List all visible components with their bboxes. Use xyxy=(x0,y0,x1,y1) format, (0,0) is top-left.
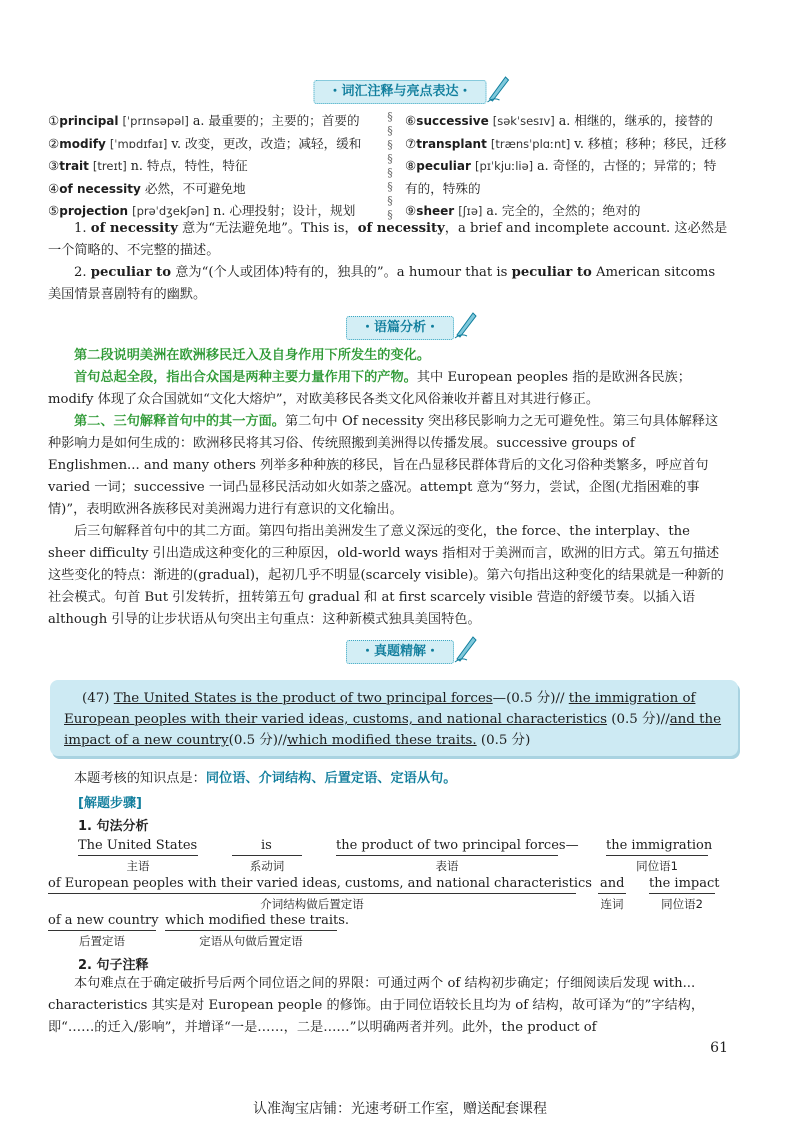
pen-icon xyxy=(486,73,512,103)
vocab-list-left xyxy=(48,110,383,223)
exam-answer-box xyxy=(50,680,738,756)
analysis-p2: 首句总起全段，指出合众国是两种主要力量作用下的产物。其中 European peoples 指的是欧洲各民族；modify 体现了众合国就如“文化大熔炉”，对欧美移民各类文化风俗兼收并蓄且对其进行修正。 xyxy=(48,370,691,407)
steps-heading: [解题步骤] xyxy=(78,796,142,811)
syntax-segment: of European peoples with their varied ideas, customs, and national characteristics xyxy=(48,876,592,891)
syntax-underline xyxy=(606,855,708,856)
syntax-label: 系动词 xyxy=(249,859,285,873)
footer-note: 认准淘宝店铺：光速考研工作室，赠送配套课程 xyxy=(253,1101,547,1117)
vocab-item: ⑨sheer [ʃɪə] a. 完全的，全然的；绝对的 xyxy=(405,203,641,218)
analysis-p4: 后三句解释首句中的其二方面。第四句指出美洲发生了意义深远的变化，the force、the interplay、the sheer difficulty 引出造成这种变化的三种原因，old-world ways 指相对于美洲而言，欧洲的旧方式。第五句描述这些变化的特点：渐进的(gradual)，起初几乎不明显(scarcely visible)。第六句指出这种变化的结果就是一种新的社会模式。句首 But 引发转折，扭转第五句 gradual 和 at first scarcely visible 营造的舒缓节奏。以插入语 although 引导的让步状语从句突出主句重点：这种新模式独具美国特色。 xyxy=(48,524,724,627)
column-divider: § § § § § § § § xyxy=(387,110,393,221)
syntax-underline xyxy=(165,930,337,931)
syntax-label: 定语从句做后置定语 xyxy=(199,934,303,948)
syntax-segment: and xyxy=(600,876,625,891)
exam-section-title: ・真题精解・ xyxy=(346,640,454,664)
syntax-segment: the immigration xyxy=(606,838,713,853)
annotation-paragraph: 本句难点在于确定破折号后两个同位语之间的界限：可通过两个 of 结构初步确定；仔细阅读后发现 with... characteristics 其实是对 European people 的修饰。由于同位语较长且均为 of 结构，故可译为“的”字结构，即“……的迁入/影响”，并增译“一是……，二是……”以明确两者并列。此外，the product of xyxy=(48,976,705,1035)
pen-icon xyxy=(453,633,479,663)
analysis-p1: 第二段说明美洲在欧洲移民迁入及自身作用下所发生的变化。 xyxy=(74,348,431,363)
note-1: 1. of necessity 意为“无法避免地”。This is，of necessity，a brief and incomplete account. 这必然是一个简略的、不完整的描述。 xyxy=(48,221,728,258)
vocab-item: ⑥successive [səkˈsesɪv] a. 相继的，继承的，接替的 xyxy=(405,113,713,128)
note-2: 2. peculiar to 意为“(个人或团体)特有的，独具的”。a humour that is peculiar to American sitcoms 美国情景喜剧特有的幽默。 xyxy=(48,265,716,302)
syntax-underline xyxy=(78,855,198,856)
syntax-segment: which modified these traits. xyxy=(165,913,350,928)
syntax-segment: the impact xyxy=(649,876,720,891)
syntax-underline xyxy=(649,893,715,894)
vocab-item: ⑦transplant [trænsˈplɑːnt] v. 移植；移种；移民，迁移 xyxy=(405,135,727,151)
syntax-segment: is xyxy=(261,838,272,853)
annotation-heading: 2. 句子注释 xyxy=(78,958,149,973)
syntax-label: 同位语1 xyxy=(636,859,678,873)
vocab-section-title: ・词汇注释与亮点表达・ xyxy=(313,80,486,104)
syntax-segment: the product of two principal forces— xyxy=(336,838,579,853)
vocab-item: ①principal [ˈprɪnsəpəl] a. 最重要的；主要的；首要的 xyxy=(48,113,360,128)
syntax-label: 介词结构做后置定语 xyxy=(260,897,364,911)
syntax-label: 连词 xyxy=(600,897,624,911)
vocab-item: ⑧peculiar [pɪˈkjuːliə] a. 奇怪的，古怪的；异常的；特 xyxy=(405,158,717,173)
vocab-item: 有的，特殊的 xyxy=(405,180,481,196)
syntax-label: 表语 xyxy=(435,859,459,873)
syntax-segment: of a new country xyxy=(48,913,159,928)
syntax-underline xyxy=(232,855,302,856)
exam-answer-text: (47) The United States is the product of two principal forces—(0.5 分)// the immigration of European peoples with their varied ideas, customs, and national characteristics (0.5 分)//and the impact of a new country(0.5 分)//which modified these traits. (0.5 分) xyxy=(64,691,722,748)
syntax-underline xyxy=(48,893,576,894)
syntax-heading: 1. 句法分析 xyxy=(78,819,149,834)
syntax-label: 同位语2 xyxy=(661,897,703,911)
vocab-item: ③trait [treɪt] n. 特点，特性，特征 xyxy=(48,158,248,173)
vocab-item: ④of necessity 必然，不可避免地 xyxy=(48,180,246,196)
syntax-underline xyxy=(48,930,156,931)
analysis-section-title: ・语篇分析・ xyxy=(346,316,454,340)
syntax-underline xyxy=(336,855,558,856)
syntax-label: 后置定语 xyxy=(79,934,125,948)
vocab-item: ⑤projection [prəˈdʒekʃən] n. 心理投射；设计，规划 xyxy=(48,203,356,218)
syntax-label: 主语 xyxy=(126,859,150,873)
syntax-segment: The United States xyxy=(78,838,198,853)
knowledge-points: 本题考核的知识点是：同位语、介词结构、后置定语、定语从句。 xyxy=(74,771,457,786)
vocab-item: ②modify [ˈmɒdɪfaɪ] v. 改变，更改，改造；减轻，缓和 xyxy=(48,135,362,151)
syntax-underline xyxy=(598,893,626,894)
analysis-p3: 第二、三句解释首句中的其一方面。第二句中 Of necessity 突出移民影响力之无可避免性。第三句具体解释这种影响力是如何生成的：欧洲移民将其习俗、传统照搬到美洲得以传播发展。successive groups of Englishmen... and many others 列举多种种族的移民，旨在凸显移民群体背后的文化习俗种类繁多，呼应首句 varied 一词；successive 一词凸显移民活动如火如荼之盛况。attempt 意为“努力，尝试，企图(尤指困难的事情)”，表明欧洲各族移民对美洲竭力进行有意识的文化输出。 xyxy=(48,414,719,517)
page-number: 61 xyxy=(710,1040,728,1056)
pen-icon xyxy=(453,309,479,339)
vocab-list-right xyxy=(405,110,740,223)
